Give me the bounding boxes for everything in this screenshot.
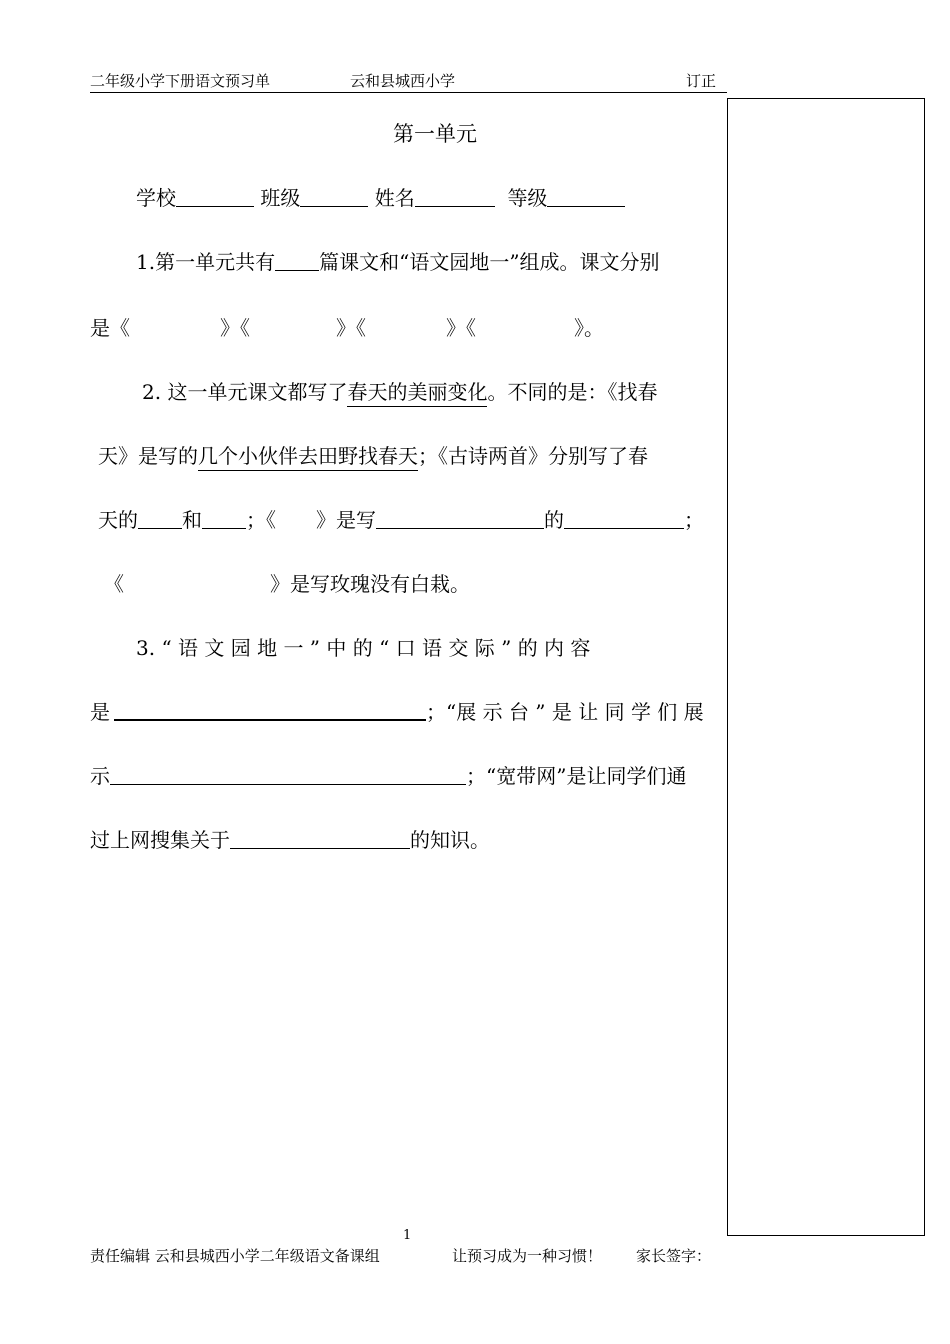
q2-line3 <box>98 504 704 533</box>
q3-blank-1[interactable] <box>114 699 426 721</box>
q2-text-g: ；《 <box>246 508 276 532</box>
q1-sep1: 》《 <box>220 316 250 340</box>
q3-text-a: 是 <box>90 700 110 724</box>
parent-signature-label: 家长签字： <box>636 1247 712 1265</box>
header-left: 二年级小学下册语文预习单 <box>90 72 271 90</box>
school-label: 学校 <box>136 186 176 210</box>
q3-line1: 3. “ 语 文 园 地 一 ” 中 的 “ 口 语 交 际 ” 的 内 容 <box>136 636 591 660</box>
q1-line2 <box>90 312 604 341</box>
q3-line2 <box>90 696 704 725</box>
header-rule <box>90 92 727 93</box>
q1-sep3: 》《 <box>446 316 476 340</box>
q1-bracket-close: 》。 <box>574 316 604 340</box>
q3-blank-3[interactable] <box>230 828 410 849</box>
q1-text-a: 1.第一单元共有 <box>136 250 276 274</box>
q3-line3 <box>90 760 686 789</box>
q2-blank-5[interactable] <box>564 508 684 529</box>
q2-text-l: 》是写玫瑰没有白栽。 <box>270 572 470 596</box>
q3-blank-2[interactable] <box>110 764 466 785</box>
page-title: 第一单元 <box>393 122 477 146</box>
q2-text-k: 《 <box>104 572 124 596</box>
q3-text-b: ；“展 示 台 ” 是 让 同 学 们 展 <box>426 700 704 724</box>
q2-line1 <box>142 376 657 405</box>
class-label: 班级 <box>260 186 301 210</box>
q1-text-b: 篇课文和“语文园地一”组成。课文分别 <box>319 250 660 274</box>
q3-text-d: ；“宽带网”是让同学们通 <box>466 764 687 788</box>
q2-text-a: 2. 这一单元课文都写了 <box>142 380 348 404</box>
q2-text-h: 》是写 <box>316 508 376 532</box>
class-blank[interactable] <box>300 186 368 207</box>
q2-text-c: 天》是写的 <box>98 444 198 468</box>
header-school: 云和县城西小学 <box>350 72 456 90</box>
q2-text-j: ； <box>684 508 704 532</box>
q2-text-b: 。不同的是：《找春 <box>487 380 658 404</box>
q1-bracket-open: 是《 <box>90 316 130 340</box>
school-blank[interactable] <box>176 186 254 207</box>
q3-text-c: 示 <box>90 764 110 788</box>
q2-blank-1[interactable] <box>138 508 182 529</box>
grade-label: 等级 <box>507 186 548 210</box>
q1-count-blank[interactable] <box>275 250 319 271</box>
info-row <box>136 182 625 211</box>
q2-line2 <box>98 440 648 469</box>
q3-line4 <box>90 824 490 853</box>
footer-editor: 责任编辑 云和县城西小学二年级语文备课组 <box>90 1247 380 1265</box>
grade-blank[interactable] <box>547 186 625 207</box>
q2-text-f: 和 <box>182 508 202 532</box>
header-correction-label: 订正 <box>686 72 717 90</box>
name-blank[interactable] <box>415 186 495 207</box>
q3-text-e: 过上网搜集关于 <box>90 828 230 852</box>
q2-text-e: 天的 <box>98 508 138 532</box>
correction-box[interactable] <box>727 98 925 1236</box>
q2-text-d: ；《古诗两首》分别写了春 <box>418 444 648 468</box>
footer-slogan: 让预习成为一种习惯！ <box>452 1247 603 1265</box>
q2-text-i: 的 <box>544 508 564 532</box>
q2-answer-find-spring: 几个小伙伴去田野找春天 <box>198 444 418 471</box>
page-number: 1 <box>403 1228 412 1243</box>
q2-line4 <box>104 568 470 597</box>
q3-text-f: 的知识。 <box>410 828 490 852</box>
q1-sep2: 》《 <box>336 316 366 340</box>
q1-line1 <box>136 246 660 275</box>
q2-blank-2[interactable] <box>202 508 246 529</box>
q2-blank-4[interactable] <box>376 508 544 529</box>
name-label: 姓名 <box>374 186 415 210</box>
q2-answer-spring-change: 春天的美丽变化 <box>347 380 487 407</box>
